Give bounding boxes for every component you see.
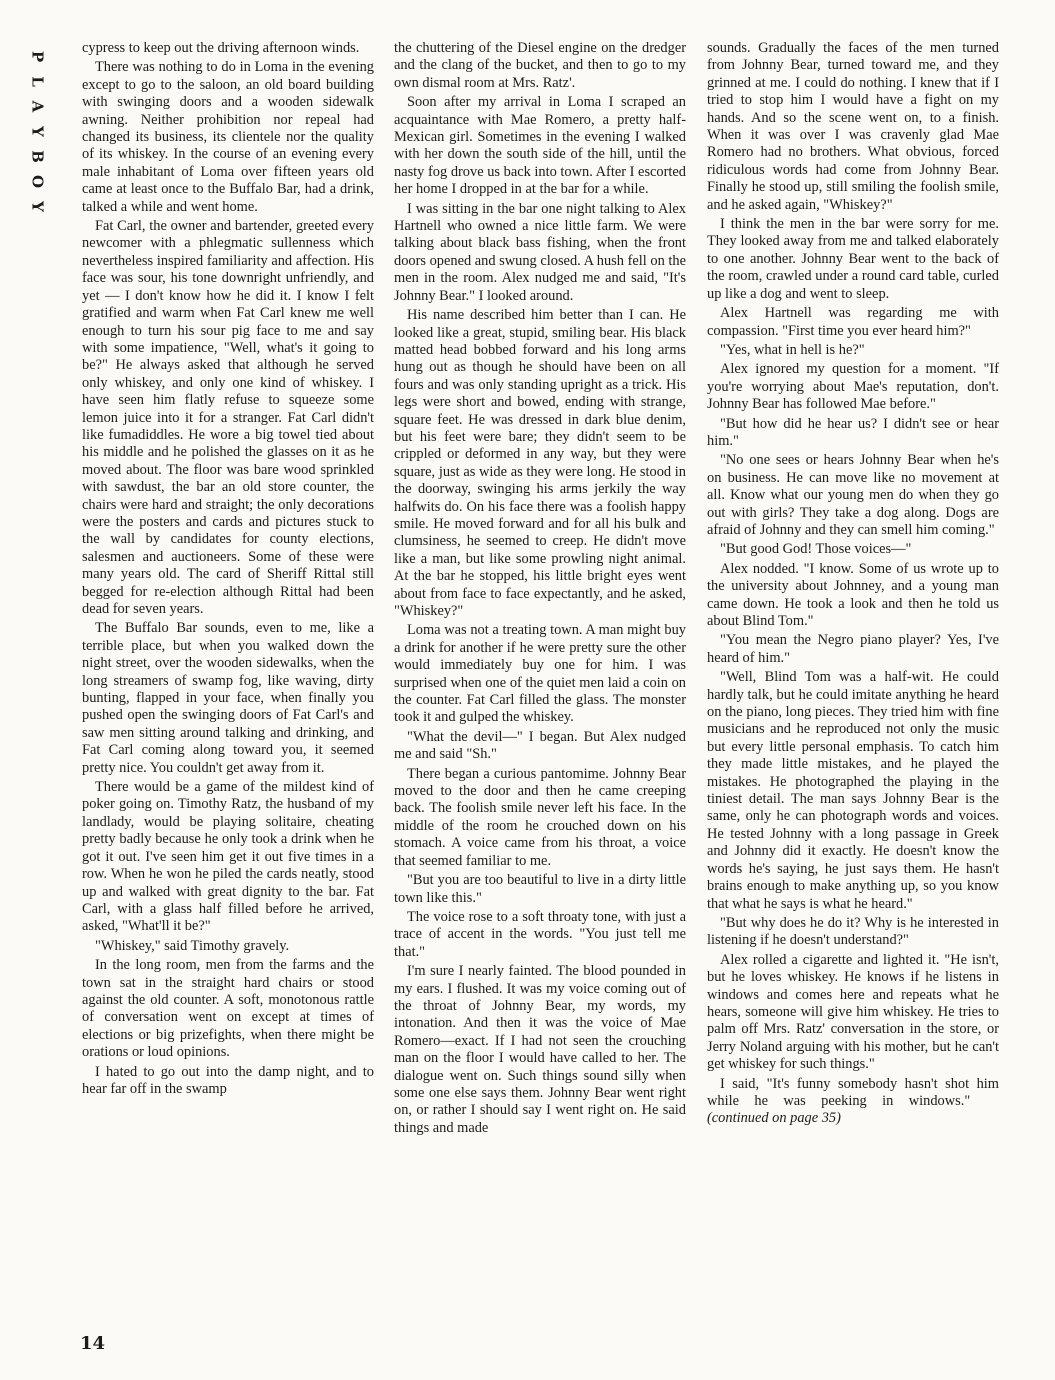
logo-letter: Y xyxy=(28,201,47,212)
paragraph: His name described him better than I can. He looked like a great, stupid, smiling bear. His black matted head bobbed forward and his long arms hung out as though he should have been on all fours and was only standing upright as a trick. His legs were short and bowed, ending with strange, square feet. He was dressed in dark blue denim, but his feet were bare; they didn't seem to be crippled or deformed in any way, but they were square, just as wide as they were long. He stood in the doorway, swinging his arms jerkily the way halfwits do. On his face there was a foolish happy smile. He moved forward and for all his bulk and clumsiness, he seemed to creep. He didn't move like a man, but like some prowling night animal. At the bar he stopped, his little bright eyes went about from face to face expectantly, and he asked, "Whiskey?" xyxy=(394,307,686,619)
paragraph: "But you are too beautiful to live in a dirty little town like this." xyxy=(394,872,686,906)
paragraph: The Buffalo Bar sounds, even to me, like a terrible place, but when you walked down the night street, over the wooden sidewalks, when the long streamers of swamp fog, like waving, dirty bunting, flapped in your face, when finally you pushed open the swinging doors of Fat Carl's and saw men sitting around talking and drinking, and Fat Carl coming along toward you, it seemed pretty nice. You couldn't get away from it. xyxy=(82,620,374,776)
paragraph: "But good God! Those voices—" xyxy=(720,541,912,558)
paragraph: "You mean the Negro piano player? Yes, I've heard of him." xyxy=(707,632,999,666)
paragraph: There began a curious pantomime. Johnny Bear moved to the door and then he came creeping back. The foolish smile never left his face. In the middle of the room he crouched down on his stomach. A voice came from his throat, a voice that seemed familiar to me. xyxy=(394,765,686,869)
paragraph: I'm sure I nearly fainted. The blood pounded in my ears. I flushed. It was my voice coming out of the throat of Johnny Bear, my words, my intonation. And then it was the voice of Mae Romero—exact. If I had not seen the crouching man on the floor I would have called to her. The dialogue went on. Such things sound silly when some one else says them. Johnny Bear went right on, or rather I should say I went right on. He said things and made xyxy=(394,963,686,1136)
paragraph: The voice rose to a soft throaty tone, with just a trace of accent in the words. "You just tell me that." xyxy=(394,908,686,960)
paragraph: In the long room, men from the farms and the town sat in the straight hard chairs or stood against the old counter. A soft, monotonous rattle of conversation went on except at times of elections or big prizefights, when there might be orations or loud opinions. xyxy=(82,957,374,1061)
continuation-note: (continued on page 35) xyxy=(707,1110,841,1127)
article-column-3 xyxy=(707,40,999,1130)
paragraph: There would be a game of the mildest kind of poker going on. Timothy Ratz, the husband of my landlady, would be playing solitaire, cheating pretty badly because he only took a drink when he got it out. I've seen him get it out five times in a row. When he won he piled the cards neatly, stood up and walked with great dignity to the bar. Fat Carl, with a glass half filled before he arrived, asked, "What'll it be?" xyxy=(82,779,374,935)
paragraph: "Yes, what in hell is he?" xyxy=(720,341,865,358)
paragraph: I think the men in the bar were sorry for me. They looked away from me and talked elaborately to one another. Johnny Bear went to the back of the room, crawled under a round card table, curled up like a dog and went to sleep. xyxy=(707,216,999,302)
paragraph: "No one sees or hears Johnny Bear when he's on business. He can move like no movement at all. Know what our young men do when they go out with girls? They take a dog along. Dogs are afraid of Johnny and they can smell him coming." xyxy=(707,452,999,538)
logo-letter: L xyxy=(28,76,47,87)
paragraph: Fat Carl, the owner and bartender, greeted every newcomer with a phlegmatic sullenness which nevertheless inspired familiarity and affection. His face was sour, his tone downright unfriendly, and yet — I don't know how he did it. I know I felt gratified and warm when Fat Carl knew me well enough to turn his sour pig face to me and say with some impatience, "Well, what's it going to be?" He always asked that although he served only whiskey, and only one kind of whiskey. I have seen him flatly refuse to squeeze some lemon juice into it for a stranger. Fat Carl didn't like fumadiddles. He wore a big towel tied about his middle and he polished the glasses on it as he moved about. The floor was bare wood sprinkled with sawdust, the bar an old store counter, the chairs were hard and straight; the only decorations were the posters and cards and pictures stuck to the wall by candidates for county elections, salesmen and auctioneers. Some of these were many years old. The card of Sheriff Rittal still begged for re-election although Rittal had been dead for seven years. xyxy=(82,218,374,617)
page-number: 14 xyxy=(80,1333,106,1354)
paragraph: I hated to go out into the damp night, and to hear far off in the swamp xyxy=(82,1063,374,1097)
paragraph-text: I said, "It's funny somebody hasn't shot him while he was peeking in windows." xyxy=(707,1075,999,1109)
article-column-1 xyxy=(82,40,374,1100)
paragraph: "What the devil—" I began. But Alex nudged me and said "Sh." xyxy=(394,728,686,763)
logo-letter: Y xyxy=(28,126,47,137)
paragraph xyxy=(707,1076,999,1128)
article-column-2 xyxy=(394,40,686,1139)
paragraph: I was sitting in the bar one night talking to Alex Hartnell who owned a nice little farm. We were talking about black bass fishing, when the front doors opened and swung closed. A hush fell on the men in the room. Alex nudged me and said, "It's Johnny Bear." I looked around. xyxy=(394,200,686,304)
paragraph: sounds. Gradually the faces of the men turned from Johnny Bear, turned toward me, and they grinned at me. I could do nothing. I knew that if I tried to stop him I would have a fight on my hands. And so the scene went on, to a finish. When it was over I was cravenly glad Mae Romero had no brothers. What obvious, forced ridiculous words had come from Johnny Bear. Finally he stood up, still smiling the foolish smile, and he asked again, "Whiskey?" xyxy=(707,40,999,213)
paragraph: Alex nodded. "I know. Some of us wrote up to the university about Johnney, and a young man came down. He took a look and then he told us about Blind Tom." xyxy=(707,560,999,629)
paragraph: Soon after my arrival in Loma I scraped an acquaintance with Mae Romero, a pretty half-Mexican girl. Sometimes in the evening I walked with her down the south side of the hill, until the nasty fog drove us back into town. After I escorted her home I dropped in at the bar for a while. xyxy=(394,94,686,198)
paragraph: Loma was not a treating town. A man might buy a drink for another if he were pretty sure the other would immediately buy one for him. I was surprised when one of the quiet men laid a coin on the counter. Fat Carl filled the glass. The monster took it and gulped the whiskey. xyxy=(394,622,686,726)
logo-letter: P xyxy=(28,50,47,63)
paragraph: the chuttering of the Diesel engine on the dredger and the clang of the bucket, and then to go to my own dismal room at Mrs. Ratz'. xyxy=(394,40,686,91)
paragraph: "But how did he hear us? I didn't see or hear him." xyxy=(707,415,999,449)
logo-letter: A xyxy=(28,100,47,113)
paragraph: Alex ignored my question for a moment. "If you're worrying about Mae's reputation, don't. Johnny Bear has followed Mae before." xyxy=(707,361,999,413)
paragraph: There was nothing to do in Loma in the evening except to go to the saloon, an old board building with swinging doors and a wooden sidewalk awning. Neither prohibition nor repeal had changed its business, its clientele nor the quality of its whiskey. In the course of an evening every male inhabitant of Loma over fifteen years old came at least once to the Buffalo Bar, had a drink, talked a while and went home. xyxy=(82,59,374,215)
paragraph: Alex Hartnell was regarding me with compassion. "First time you ever heard him?" xyxy=(707,305,999,339)
logo-letter: O xyxy=(28,174,47,189)
paragraph: "Whiskey," said Timothy gravely. xyxy=(95,937,290,954)
magazine-logo xyxy=(26,44,48,219)
paragraph: cypress to keep out the driving afternoon winds. xyxy=(82,40,360,56)
logo-letter: B xyxy=(28,150,47,163)
paragraph: "But why does he do it? Why is he interested in listening if he doesn't understand?" xyxy=(707,914,999,949)
paragraph: Alex rolled a cigarette and lighted it. "He isn't, but he loves whiskey. He knows if he listens in windows and comes here and repeats what he hears, someone will give him whiskey. He tries to palm off Mrs. Ratz' conversation in the store, or Jerry Noland arguing with his mother, but he can't get whiskey for such things." xyxy=(707,951,999,1073)
paragraph: "Well, Blind Tom was a half-wit. He could hardly talk, but he could imitate anything he heard on the piano, long pieces. They tried him with fine musicians and he reproduced not only the music but every little personal emphasis. To catch him they made little mistakes, and he played the mistakes. He photographed the playing in the tiniest detail. The man says Johnny Bear is the same, only he can photograph words and voices. He tested Johnny with a long passage in Greek and Johnny did it exactly. He doesn't know the words he's saying, he just says them. He hasn't brains enough to make anything up, so you know that what he says is what he heard." xyxy=(707,669,999,912)
